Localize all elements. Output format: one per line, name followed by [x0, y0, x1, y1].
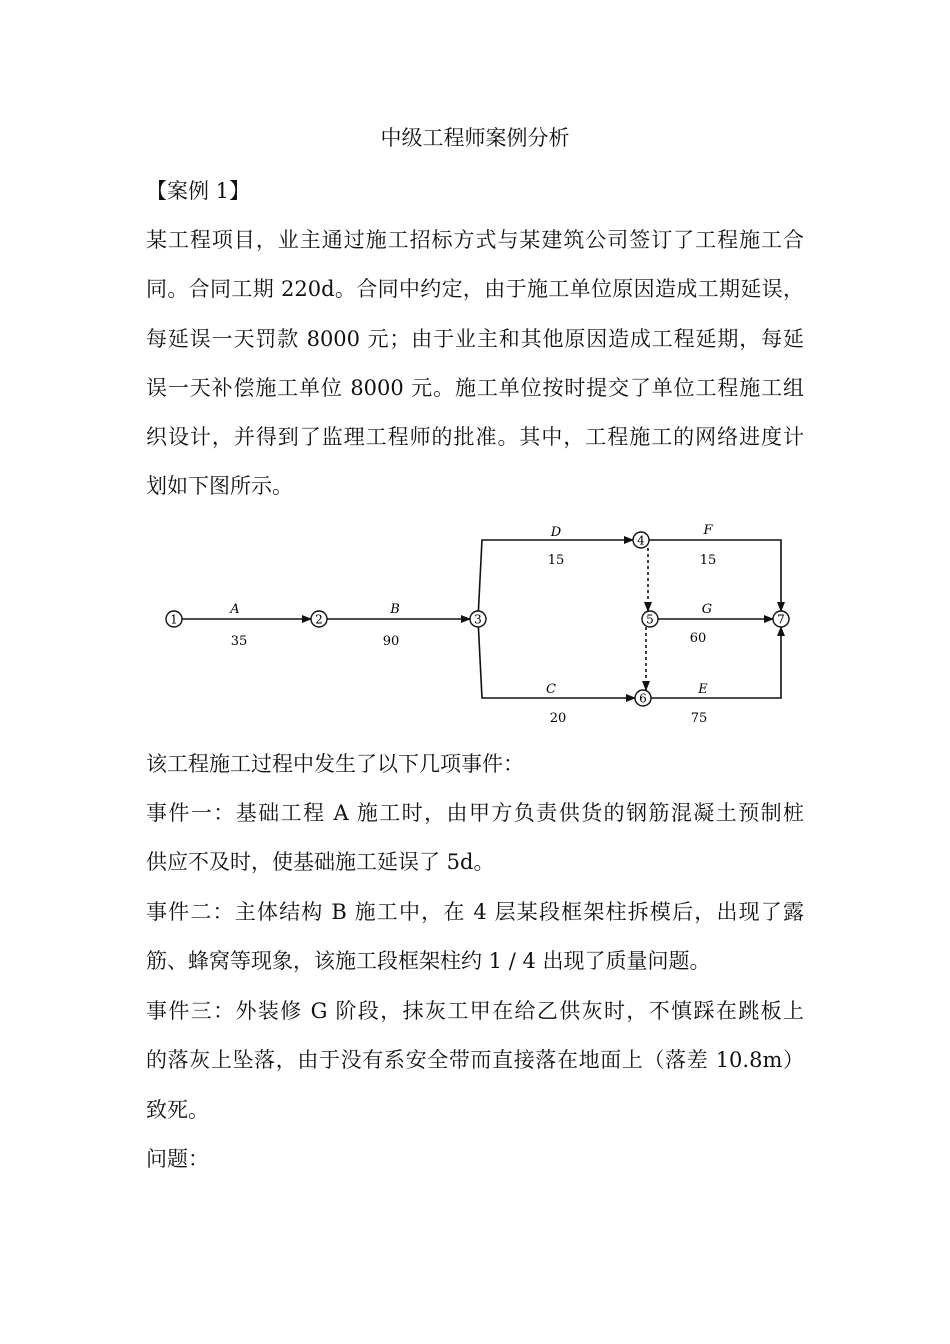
intro-line-3: 每延误一天罚款 8000 元；由于业主和其他原因造成工程延期，每延 [146, 327, 804, 351]
event2-line-1: 事件二：主体结构 B 施工中，在 4 层某段框架柱拆模后，出现了露 [146, 900, 804, 924]
activity-duration-F: 15 [699, 553, 717, 568]
node-label-4: 4 [637, 533, 645, 548]
question-label: 问题： [146, 1147, 209, 1171]
activity-arrow-E [651, 627, 781, 698]
activity-label-D: D [550, 525, 562, 540]
node-label-1: 1 [170, 612, 178, 627]
intro-line-5: 织设计，并得到了监理工程师的批准。其中，工程施工的网络进度计 [146, 425, 804, 449]
event3-line-3: 致死。 [146, 1098, 209, 1122]
event3-line-2: 的落灰上坠落，由于没有系安全带而直接落在地面上（落差 10.8m） [146, 1048, 804, 1072]
node-label-3: 3 [474, 612, 482, 627]
case-heading: 【案例 1】 [146, 179, 251, 203]
activity-duration-A: 35 [230, 634, 248, 649]
event3-line-1: 事件三：外装修 G 阶段，抹灰工甲在给乙供灰时，不慎踩在跳板上 [146, 999, 804, 1023]
activity-duration-B: 90 [382, 634, 400, 649]
intro-line-2: 同。合同工期 220d。合同中约定，由于施工单位原因造成工期延误， [146, 277, 804, 301]
activity-label-F: F [703, 523, 713, 538]
activity-duration-D: 15 [547, 553, 565, 568]
activity-duration-C: 20 [549, 711, 567, 726]
intro-line-6: 划如下图所示。 [146, 474, 293, 498]
activity-label-E: E [698, 682, 708, 697]
events-intro: 该工程施工过程中发生了以下几项事件： [146, 752, 524, 776]
activity-label-A: A [230, 602, 240, 617]
activity-arrow-D [478, 540, 633, 611]
event1-line-2: 供应不及时，使基础施工延误了 5d。 [146, 850, 495, 874]
network-diagram [143, 521, 805, 731]
intro-line-4: 误一天补偿施工单位 8000 元。施工单位按时提交了单位工程施工组 [146, 376, 804, 400]
event1-line-1: 事件一：基础工程 A 施工时，由甲方负责供货的钢筋混凝土预制桩 [146, 801, 804, 825]
node-label-7: 7 [777, 612, 785, 627]
activity-label-B: B [390, 602, 400, 617]
activity-duration-E: 75 [690, 711, 708, 726]
activity-arrow-F [649, 540, 781, 611]
activity-label-C: C [546, 682, 556, 697]
intro-line-1: 某工程项目，业主通过施工招标方式与某建筑公司签订了工程施工合 [146, 228, 804, 252]
document-title: 中级工程师案例分析 [380, 126, 570, 150]
activity-label-G: G [701, 602, 713, 617]
event2-line-2: 筋、蜂窝等现象，该施工段框架柱约 1 / 4 出现了质量问题。 [146, 949, 711, 973]
node-label-2: 2 [315, 612, 323, 627]
node-label-5: 5 [646, 612, 654, 627]
activity-arrow-C [478, 627, 635, 698]
node-label-6: 6 [639, 691, 647, 706]
activity-duration-G: 60 [689, 631, 707, 646]
